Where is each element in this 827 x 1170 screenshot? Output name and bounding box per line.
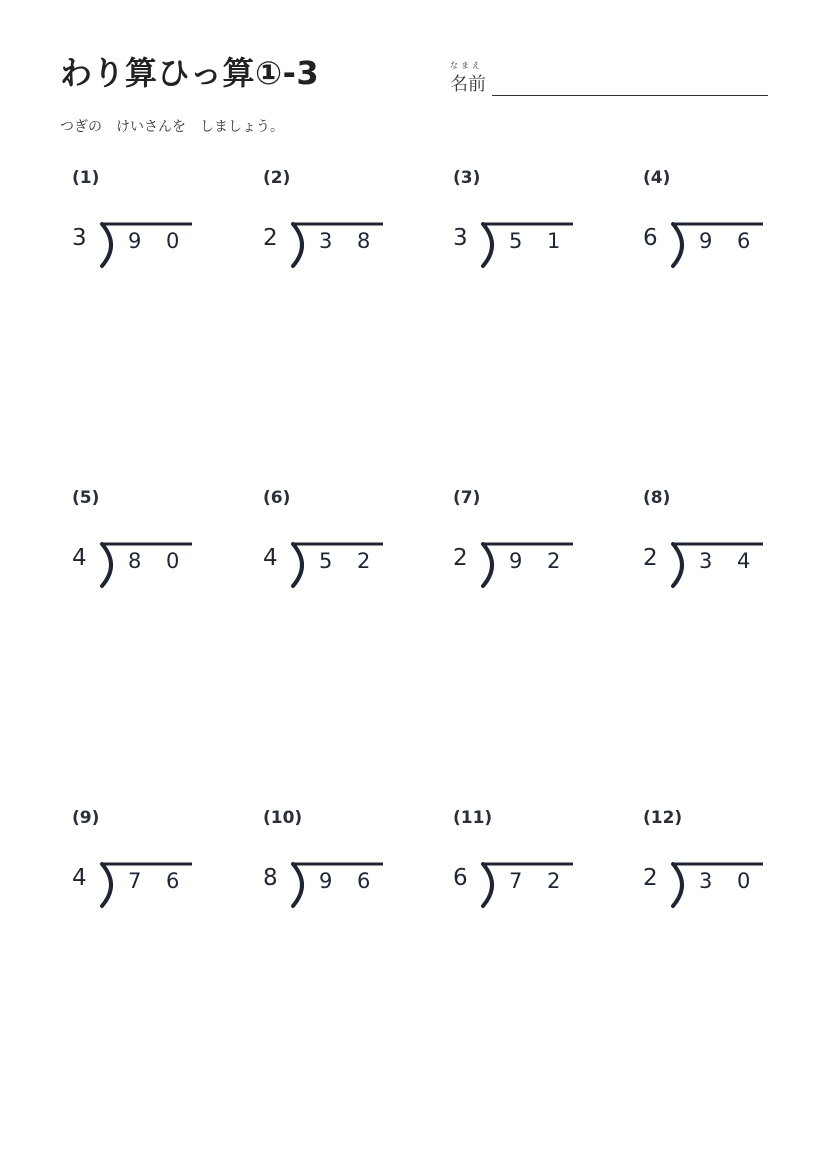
- problem-number: (10): [263, 808, 303, 828]
- problem-number: (1): [72, 168, 100, 188]
- divisor: 3: [72, 225, 87, 251]
- division-problem: [251, 168, 411, 288]
- divisor: 2: [453, 545, 468, 571]
- division-problem: [441, 488, 601, 608]
- dividend-tens-digit: 8: [128, 549, 142, 573]
- name-field[interactable]: [450, 58, 768, 98]
- dividend-ones-digit: 1: [547, 229, 561, 253]
- name-label: 名前: [450, 74, 486, 95]
- dividend-ones-digit: 2: [547, 549, 561, 573]
- long-division-bracket-icon: [671, 542, 767, 588]
- division-problem: [631, 488, 791, 608]
- divisor: 2: [263, 225, 278, 251]
- problem-number: (4): [643, 168, 671, 188]
- divisor: 4: [263, 545, 278, 571]
- dividend-ones-digit: 0: [166, 549, 180, 573]
- dividend-ones-digit: 4: [737, 549, 751, 573]
- division-problem: [60, 808, 220, 928]
- long-division-bracket-icon: [100, 542, 196, 588]
- problem-number: (2): [263, 168, 291, 188]
- worksheet-title: わり算ひっ算①-3: [60, 54, 320, 92]
- long-division-bracket-icon: [291, 862, 387, 908]
- dividend-ones-digit: 2: [547, 869, 561, 893]
- long-division-bracket-icon: [100, 222, 196, 268]
- divisor: 4: [72, 545, 87, 571]
- division-problem: [631, 808, 791, 928]
- long-division-bracket-icon: [100, 862, 196, 908]
- dividend-ones-digit: 6: [357, 869, 371, 893]
- divisor: 4: [72, 865, 87, 891]
- divisor: 8: [263, 865, 278, 891]
- division-problem: [251, 488, 411, 608]
- division-problem: [441, 808, 601, 928]
- division-problem: [441, 168, 601, 288]
- problem-number: (3): [453, 168, 481, 188]
- problem-number: (5): [72, 488, 100, 508]
- instruction-text: つぎの けいさんを しましょう。: [60, 119, 284, 135]
- dividend-tens-digit: 9: [509, 549, 523, 573]
- dividend-tens-digit: 9: [699, 229, 713, 253]
- dividend-tens-digit: 3: [319, 229, 333, 253]
- problem-number: (11): [453, 808, 493, 828]
- long-division-bracket-icon: [481, 862, 577, 908]
- dividend-tens-digit: 5: [319, 549, 333, 573]
- long-division-bracket-icon: [481, 542, 577, 588]
- divisor: 6: [643, 225, 658, 251]
- dividend-tens-digit: 9: [128, 229, 142, 253]
- dividend-ones-digit: 6: [166, 869, 180, 893]
- dividend-ones-digit: 8: [357, 229, 371, 253]
- problem-number: (6): [263, 488, 291, 508]
- dividend-ones-digit: 2: [357, 549, 371, 573]
- dividend-tens-digit: 5: [509, 229, 523, 253]
- name-write-line[interactable]: [492, 95, 768, 96]
- name-ruby: なまえ: [450, 61, 483, 70]
- division-problem: [60, 488, 220, 608]
- long-division-bracket-icon: [671, 862, 767, 908]
- long-division-bracket-icon: [671, 222, 767, 268]
- divisor: 2: [643, 545, 658, 571]
- dividend-ones-digit: 0: [166, 229, 180, 253]
- long-division-bracket-icon: [291, 222, 387, 268]
- problem-number: (8): [643, 488, 671, 508]
- dividend-tens-digit: 7: [509, 869, 523, 893]
- dividend-ones-digit: 6: [737, 229, 751, 253]
- long-division-bracket-icon: [291, 542, 387, 588]
- divisor: 2: [643, 865, 658, 891]
- problem-number: (9): [72, 808, 100, 828]
- problem-number: (12): [643, 808, 683, 828]
- long-division-bracket-icon: [481, 222, 577, 268]
- dividend-tens-digit: 7: [128, 869, 142, 893]
- dividend-tens-digit: 9: [319, 869, 333, 893]
- problem-number: (7): [453, 488, 481, 508]
- division-problem: [251, 808, 411, 928]
- dividend-tens-digit: 3: [699, 549, 713, 573]
- dividend-tens-digit: 3: [699, 869, 713, 893]
- divisor: 3: [453, 225, 468, 251]
- division-problem: [631, 168, 791, 288]
- divisor: 6: [453, 865, 468, 891]
- division-problem: [60, 168, 220, 288]
- dividend-ones-digit: 0: [737, 869, 751, 893]
